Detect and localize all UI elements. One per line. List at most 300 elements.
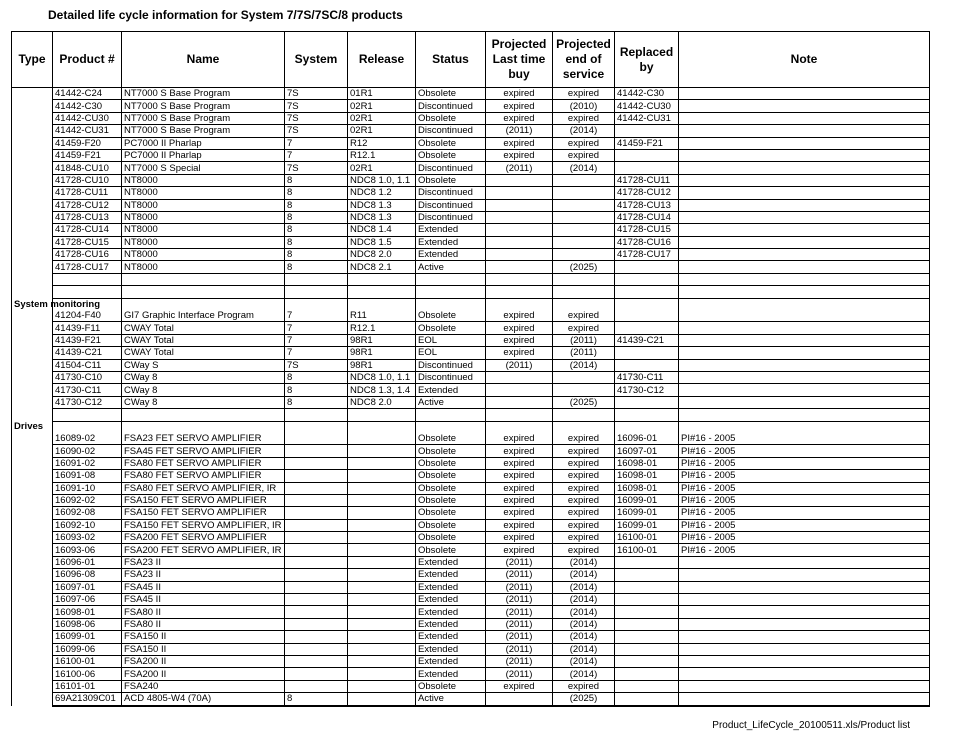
cell-last-buy: expired xyxy=(486,149,553,161)
cell-product: 16091-10 xyxy=(53,482,122,494)
cell-status: Discontinued xyxy=(416,199,486,211)
cell-status: Discontinued xyxy=(416,371,486,383)
cell-system: 7 xyxy=(285,310,348,322)
cell-end-service: (2014) xyxy=(553,618,615,630)
cell-last-buy xyxy=(486,224,553,236)
cell-system: 8 xyxy=(285,224,348,236)
cell-release: 02R1 xyxy=(348,112,416,124)
header-name: Name xyxy=(122,32,285,88)
cell-system: 7S xyxy=(285,112,348,124)
cell-type xyxy=(12,409,53,421)
cell-end-service: (2014) xyxy=(553,581,615,593)
cell-status xyxy=(416,409,486,421)
table-row xyxy=(12,249,930,261)
cell-last-buy: expired xyxy=(486,347,553,359)
cell-note xyxy=(679,655,930,667)
cell-status: Extended xyxy=(416,224,486,236)
cell-name: FSA45 II xyxy=(122,581,285,593)
cell-replaced: 16097-01 xyxy=(615,445,679,457)
cell-system: 8 xyxy=(285,199,348,211)
cell-system xyxy=(285,618,348,630)
cell-status: Active xyxy=(416,261,486,273)
cell-name: FSA150 FET SERVO AMPLIFIER xyxy=(122,507,285,519)
cell-note xyxy=(679,594,930,606)
table-row xyxy=(12,433,930,445)
cell-release: 02R1 xyxy=(348,162,416,174)
cell-system: 8 xyxy=(285,693,348,706)
cell-type xyxy=(12,359,53,371)
table-row xyxy=(12,569,930,581)
cell-product: 16097-01 xyxy=(53,581,122,593)
cell-replaced xyxy=(615,569,679,581)
cell-type xyxy=(12,457,53,469)
table-row xyxy=(12,409,930,421)
cell-note xyxy=(679,273,930,285)
cell-status xyxy=(416,421,486,433)
table-row xyxy=(12,519,930,531)
cell-replaced xyxy=(615,322,679,334)
cell-last-buy: expired xyxy=(486,457,553,469)
cell-system xyxy=(285,556,348,568)
cell-release: NDC8 1.4 xyxy=(348,224,416,236)
cell-last-buy xyxy=(486,396,553,408)
cell-note xyxy=(679,334,930,346)
table-row xyxy=(12,544,930,556)
cell-replaced: 16099-01 xyxy=(615,507,679,519)
cell-last-buy: (2011) xyxy=(486,668,553,680)
cell-end-service: expired xyxy=(553,88,615,100)
table-row xyxy=(12,693,930,706)
cell-replaced: 16098-01 xyxy=(615,482,679,494)
cell-release xyxy=(348,556,416,568)
cell-system xyxy=(285,494,348,506)
cell-note xyxy=(679,249,930,261)
cell-name: FSA23 FET SERVO AMPLIFIER xyxy=(122,433,285,445)
cell-system xyxy=(285,421,348,433)
cell-release xyxy=(348,433,416,445)
cell-system xyxy=(285,273,348,285)
cell-last-buy: (2011) xyxy=(486,581,553,593)
cell-release: 98R1 xyxy=(348,334,416,346)
cell-product: 41730-C11 xyxy=(53,384,122,396)
cell-product: 41728-CU14 xyxy=(53,224,122,236)
cell-note xyxy=(679,261,930,273)
cell-system xyxy=(285,532,348,544)
cell-type xyxy=(12,334,53,346)
cell-status: Obsolete xyxy=(416,433,486,445)
cell-name: FSA200 FET SERVO AMPLIFIER, IR xyxy=(122,544,285,556)
cell-release: 98R1 xyxy=(348,347,416,359)
cell-last-buy xyxy=(486,249,553,261)
cell-end-service xyxy=(553,187,615,199)
section-label: Drives xyxy=(12,421,53,433)
cell-product: 16092-08 xyxy=(53,507,122,519)
cell-end-service: expired xyxy=(553,470,615,482)
cell-end-service: (2014) xyxy=(553,359,615,371)
cell-status: Obsolete xyxy=(416,519,486,531)
cell-name xyxy=(122,298,285,310)
cell-replaced xyxy=(615,668,679,680)
cell-system xyxy=(285,445,348,457)
cell-name: NT8000 xyxy=(122,236,285,248)
cell-status: Active xyxy=(416,396,486,408)
cell-system: 8 xyxy=(285,211,348,223)
cell-last-buy: (2011) xyxy=(486,556,553,568)
cell-type xyxy=(12,519,53,531)
cell-product: 41204-F40 xyxy=(53,310,122,322)
header-note: Note xyxy=(679,32,930,88)
table-row xyxy=(12,482,930,494)
cell-last-buy xyxy=(486,261,553,273)
cell-type xyxy=(12,507,53,519)
cell-status xyxy=(416,298,486,310)
cell-type xyxy=(12,581,53,593)
cell-last-buy xyxy=(486,384,553,396)
header-row xyxy=(12,32,930,88)
table-row xyxy=(12,100,930,112)
cell-replaced xyxy=(615,631,679,643)
cell-system: 7 xyxy=(285,347,348,359)
cell-system xyxy=(285,409,348,421)
cell-note: PI#16 - 2005 xyxy=(679,433,930,445)
table-row xyxy=(12,384,930,396)
cell-release: 02R1 xyxy=(348,125,416,137)
cell-system: 7 xyxy=(285,137,348,149)
cell-end-service xyxy=(553,273,615,285)
cell-replaced: 16096-01 xyxy=(615,433,679,445)
cell-release xyxy=(348,532,416,544)
cell-system xyxy=(285,569,348,581)
cell-last-buy: expired xyxy=(486,494,553,506)
cell-name: NT8000 xyxy=(122,249,285,261)
cell-end-service xyxy=(553,174,615,186)
cell-last-buy: (2011) xyxy=(486,643,553,655)
cell-product xyxy=(53,421,122,433)
cell-replaced xyxy=(615,162,679,174)
cell-product: 16100-01 xyxy=(53,655,122,667)
cell-status: Active xyxy=(416,693,486,706)
cell-system xyxy=(285,544,348,556)
cell-note xyxy=(679,322,930,334)
cell-system: 8 xyxy=(285,261,348,273)
cell-note xyxy=(679,224,930,236)
table-row xyxy=(12,606,930,618)
cell-end-service: (2014) xyxy=(553,594,615,606)
cell-product: 16092-10 xyxy=(53,519,122,531)
cell-system: 8 xyxy=(285,396,348,408)
cell-product: 16089-02 xyxy=(53,433,122,445)
cell-name xyxy=(122,273,285,285)
table-row xyxy=(12,618,930,630)
table-row xyxy=(12,470,930,482)
cell-note xyxy=(679,371,930,383)
cell-end-service xyxy=(553,421,615,433)
cell-last-buy: expired xyxy=(486,433,553,445)
cell-type xyxy=(12,249,53,261)
cell-last-buy xyxy=(486,187,553,199)
cell-end-service: expired xyxy=(553,310,615,322)
cell-release xyxy=(348,668,416,680)
cell-note xyxy=(679,236,930,248)
cell-type xyxy=(12,482,53,494)
cell-note: PI#16 - 2005 xyxy=(679,507,930,519)
cell-system xyxy=(285,470,348,482)
cell-end-service: expired xyxy=(553,507,615,519)
cell-type xyxy=(12,544,53,556)
cell-end-service xyxy=(553,224,615,236)
cell-product: 16092-02 xyxy=(53,494,122,506)
cell-status: Discontinued xyxy=(416,187,486,199)
cell-system xyxy=(285,655,348,667)
cell-name: CWay S xyxy=(122,359,285,371)
cell-type xyxy=(12,371,53,383)
cell-product: 16093-02 xyxy=(53,532,122,544)
cell-note xyxy=(679,211,930,223)
cell-status: Extended xyxy=(416,668,486,680)
cell-end-service: expired xyxy=(553,112,615,124)
header-last-buy: Projected Last time buy xyxy=(486,32,553,88)
cell-system: 8 xyxy=(285,249,348,261)
cell-product: 69A21309C01 xyxy=(53,693,122,706)
cell-last-buy: expired xyxy=(486,532,553,544)
cell-status: Extended xyxy=(416,643,486,655)
cell-note xyxy=(679,606,930,618)
cell-end-service: expired xyxy=(553,457,615,469)
cell-release xyxy=(348,606,416,618)
cell-product: 16100-06 xyxy=(53,668,122,680)
cell-replaced: 41728-CU14 xyxy=(615,211,679,223)
table-row xyxy=(12,581,930,593)
cell-note: PI#16 - 2005 xyxy=(679,457,930,469)
cell-last-buy: expired xyxy=(486,137,553,149)
table-row xyxy=(12,199,930,211)
cell-release xyxy=(348,298,416,310)
cell-type xyxy=(12,310,53,322)
table-row xyxy=(12,88,930,100)
cell-replaced xyxy=(615,409,679,421)
cell-type xyxy=(12,261,53,273)
cell-product: 16098-01 xyxy=(53,606,122,618)
cell-release xyxy=(348,693,416,706)
cell-type xyxy=(12,125,53,137)
cell-type xyxy=(12,88,53,100)
cell-release xyxy=(348,643,416,655)
cell-release xyxy=(348,273,416,285)
cell-end-service: (2011) xyxy=(553,347,615,359)
page-title: Detailed life cycle information for System 7/7S/7SC/8 products xyxy=(48,8,403,22)
footer-filename: Product_LifeCycle_20100511.xls/Product list xyxy=(712,720,910,731)
cell-name: FSA150 II xyxy=(122,643,285,655)
cell-status: EOL xyxy=(416,334,486,346)
cell-system xyxy=(285,457,348,469)
table-row xyxy=(12,643,930,655)
table-row xyxy=(12,211,930,223)
cell-replaced xyxy=(615,594,679,606)
cell-note xyxy=(679,631,930,643)
cell-replaced xyxy=(615,359,679,371)
cell-release: R12.1 xyxy=(348,149,416,161)
cell-replaced: 41728-CU13 xyxy=(615,199,679,211)
cell-last-buy: (2011) xyxy=(486,631,553,643)
cell-type xyxy=(12,396,53,408)
cell-note: PI#16 - 2005 xyxy=(679,482,930,494)
cell-note xyxy=(679,359,930,371)
cell-release: NDC8 1.0, 1.1 xyxy=(348,371,416,383)
cell-system xyxy=(285,668,348,680)
cell-release: NDC8 2.1 xyxy=(348,261,416,273)
cell-system: 7 xyxy=(285,322,348,334)
cell-name: FSA240 xyxy=(122,680,285,692)
cell-system: 7S xyxy=(285,88,348,100)
cell-product: 16097-06 xyxy=(53,594,122,606)
cell-release xyxy=(348,655,416,667)
cell-system xyxy=(285,680,348,692)
table-row xyxy=(12,556,930,568)
cell-replaced xyxy=(615,273,679,285)
table-row xyxy=(12,273,930,285)
cell-system: 7S xyxy=(285,359,348,371)
cell-end-service xyxy=(553,211,615,223)
cell-last-buy: (2011) xyxy=(486,569,553,581)
cell-type xyxy=(12,347,53,359)
cell-product: 16098-06 xyxy=(53,618,122,630)
cell-name: NT8000 xyxy=(122,261,285,273)
cell-type xyxy=(12,693,53,706)
cell-name: NT8000 xyxy=(122,224,285,236)
table-row xyxy=(12,137,930,149)
cell-status: Extended xyxy=(416,249,486,261)
cell-type xyxy=(12,187,53,199)
cell-name: CWay 8 xyxy=(122,384,285,396)
cell-last-buy xyxy=(486,298,553,310)
cell-note xyxy=(679,347,930,359)
cell-replaced: 16099-01 xyxy=(615,519,679,531)
cell-end-service: (2025) xyxy=(553,693,615,706)
table-row xyxy=(12,445,930,457)
cell-last-buy: expired xyxy=(486,310,553,322)
cell-type xyxy=(12,556,53,568)
cell-product: 16090-02 xyxy=(53,445,122,457)
cell-status xyxy=(416,286,486,298)
cell-name: PC7000 II Pharlap xyxy=(122,137,285,149)
cell-system xyxy=(285,594,348,606)
cell-product: 41848-CU10 xyxy=(53,162,122,174)
cell-status: Extended xyxy=(416,581,486,593)
cell-last-buy: expired xyxy=(486,482,553,494)
cell-note: PI#16 - 2005 xyxy=(679,544,930,556)
cell-product xyxy=(53,409,122,421)
cell-type xyxy=(12,384,53,396)
cell-last-buy xyxy=(486,211,553,223)
cell-last-buy: (2011) xyxy=(486,606,553,618)
header-system: System xyxy=(285,32,348,88)
cell-type xyxy=(12,224,53,236)
cell-note xyxy=(679,680,930,692)
cell-status: Discontinued xyxy=(416,100,486,112)
table-row xyxy=(12,224,930,236)
cell-release xyxy=(348,544,416,556)
cell-status: Obsolete xyxy=(416,482,486,494)
cell-last-buy: (2011) xyxy=(486,125,553,137)
cell-last-buy: expired xyxy=(486,470,553,482)
cell-release: R12.1 xyxy=(348,322,416,334)
cell-system: 8 xyxy=(285,174,348,186)
cell-name: FSA45 FET SERVO AMPLIFIER xyxy=(122,445,285,457)
table-row xyxy=(12,322,930,334)
cell-product: 16091-02 xyxy=(53,457,122,469)
section-row xyxy=(12,421,930,433)
cell-release: NDC8 1.5 xyxy=(348,236,416,248)
cell-note xyxy=(679,298,930,310)
cell-name: CWAY Total xyxy=(122,322,285,334)
cell-replaced: 41728-CU12 xyxy=(615,187,679,199)
cell-note xyxy=(679,643,930,655)
cell-last-buy xyxy=(486,174,553,186)
cell-last-buy xyxy=(486,371,553,383)
cell-status: Obsolete xyxy=(416,445,486,457)
cell-status: Extended xyxy=(416,618,486,630)
table-row xyxy=(12,457,930,469)
cell-replaced: 41730-C12 xyxy=(615,384,679,396)
cell-note xyxy=(679,581,930,593)
cell-system xyxy=(285,482,348,494)
cell-last-buy: expired xyxy=(486,100,553,112)
cell-end-service: (2014) xyxy=(553,631,615,643)
cell-product: 16096-08 xyxy=(53,569,122,581)
cell-replaced: 41730-C11 xyxy=(615,371,679,383)
cell-release xyxy=(348,421,416,433)
cell-status: Extended xyxy=(416,655,486,667)
cell-name xyxy=(122,286,285,298)
cell-last-buy: (2011) xyxy=(486,655,553,667)
cell-type xyxy=(12,199,53,211)
cell-release: NDC8 1.3 xyxy=(348,199,416,211)
cell-replaced: 41728-CU15 xyxy=(615,224,679,236)
cell-last-buy: expired xyxy=(486,112,553,124)
cell-type xyxy=(12,162,53,174)
cell-status xyxy=(416,273,486,285)
cell-system xyxy=(285,298,348,310)
cell-end-service: expired xyxy=(553,532,615,544)
cell-end-service xyxy=(553,409,615,421)
cell-note: PI#16 - 2005 xyxy=(679,445,930,457)
lifecycle-table xyxy=(11,31,930,707)
cell-release xyxy=(348,286,416,298)
cell-replaced: 41459-F21 xyxy=(615,137,679,149)
table-row xyxy=(12,236,930,248)
section-row xyxy=(12,298,930,310)
table-row xyxy=(12,187,930,199)
cell-last-buy xyxy=(486,236,553,248)
cell-last-buy: (2011) xyxy=(486,618,553,630)
cell-replaced xyxy=(615,655,679,667)
cell-end-service: expired xyxy=(553,433,615,445)
header-release: Release xyxy=(348,32,416,88)
cell-type xyxy=(12,137,53,149)
cell-end-service: expired xyxy=(553,149,615,161)
cell-product: 41728-CU10 xyxy=(53,174,122,186)
cell-note xyxy=(679,174,930,186)
cell-note xyxy=(679,100,930,112)
cell-system xyxy=(285,643,348,655)
cell-note xyxy=(679,618,930,630)
cell-end-service: (2014) xyxy=(553,668,615,680)
cell-end-service: (2014) xyxy=(553,606,615,618)
cell-system: 8 xyxy=(285,187,348,199)
cell-end-service: (2014) xyxy=(553,556,615,568)
table-row xyxy=(12,310,930,322)
cell-product: 16099-01 xyxy=(53,631,122,643)
